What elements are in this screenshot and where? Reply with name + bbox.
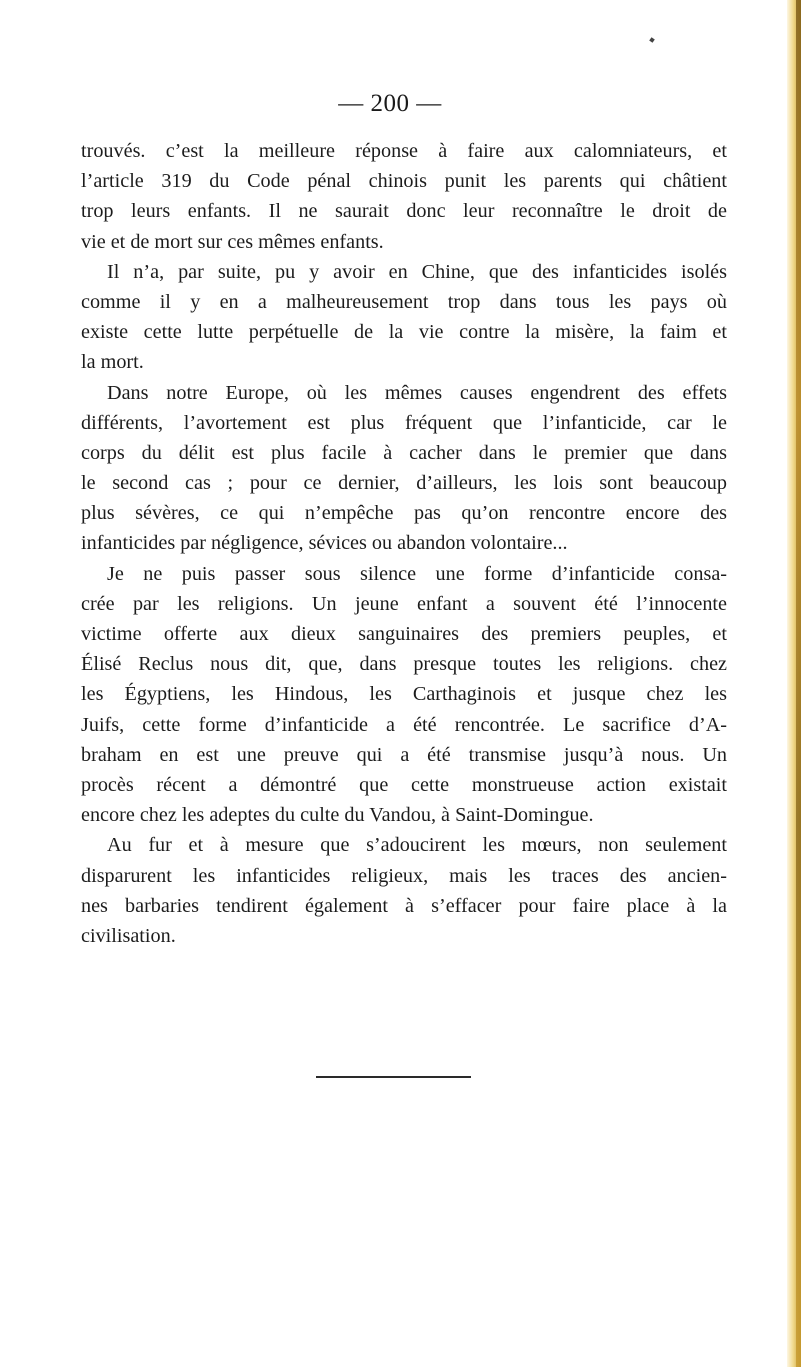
text-line: vie et de mort sur ces mêmes enfants.	[81, 230, 384, 253]
text-line: procès récent a démontré que cette monstrueuse action existait	[81, 773, 727, 796]
text-line: l’article 319 du Code pénal chinois punit les parents qui châtient	[81, 170, 727, 193]
text-line: existe cette lutte perpétuelle de la vie contre la misère, la faim et	[81, 321, 727, 344]
page-number: — 200 —	[338, 90, 442, 117]
text-line: la mort.	[81, 351, 144, 374]
text-line: disparurent les infanticides religieux, mais les traces des ancien-	[81, 864, 727, 887]
text-line: encore chez les adeptes du culte du Vandou, à Saint-Domingue.	[81, 804, 594, 827]
text-line: trouvés. c’est la meilleure réponse à faire aux calomniateurs, et	[81, 140, 727, 162]
text-line: corps du délit est plus facile à cacher dans le premier que dans	[81, 441, 727, 464]
body-text	[81, 136, 727, 951]
paragraph-start-line: Je ne puis passer sous silence une forme d’infanticide consa-	[107, 562, 727, 585]
paragraph-start-line: Dans notre Europe, où les mêmes causes engendrent des effets	[107, 381, 727, 404]
paragraph-start-line: Il n’a, par suite, pu y avoir en Chine, que des infanticides isolés	[107, 260, 727, 283]
text-line: le second cas ; pour ce dernier, d’ailleurs, les lois sont beaucoup	[81, 472, 727, 495]
page-edge-shadow	[796, 0, 801, 1367]
text-line: les Égyptiens, les Hindous, les Carthaginois et jusque chez les	[81, 683, 727, 706]
section-end-rule	[316, 1076, 471, 1078]
text-line: civilisation.	[81, 924, 176, 947]
text-line: plus sévères, ce qui n’empêche pas qu’on rencontre encore des	[81, 502, 727, 525]
print-speck	[649, 37, 655, 43]
text-line: Juifs, cette forme d’infanticide a été rencontrée. Le sacrifice d’A-	[81, 713, 727, 736]
text-line: crée par les religions. Un jeune enfant a souvent été l’innocente	[81, 592, 727, 615]
text-line: Élisé Reclus nous dit, que, dans presque toutes les religions. chez	[81, 653, 727, 676]
paragraph-start-line: Au fur et à mesure que s’adoucirent les mœurs, non seulement	[107, 834, 727, 857]
text-line: nes barbaries tendirent également à s’effacer pour faire place à la	[81, 894, 727, 917]
text-line: différents, l’avortement est plus fréquent que l’infanticide, car le	[81, 411, 727, 434]
text-line: braham en est une preuve qui a été transmise jusqu’à nous. Un	[81, 743, 727, 766]
text-line: victime offerte aux dieux sanguinaires des premiers peuples, et	[81, 623, 727, 645]
text-line: infanticides par négligence, sévices ou abandon volontaire...	[81, 532, 568, 555]
text-line: trop leurs enfants. Il ne saurait donc leur reconnaître le droit de	[81, 200, 727, 223]
text-line: comme il y en a malheureusement trop dans tous les pays où	[81, 290, 727, 313]
